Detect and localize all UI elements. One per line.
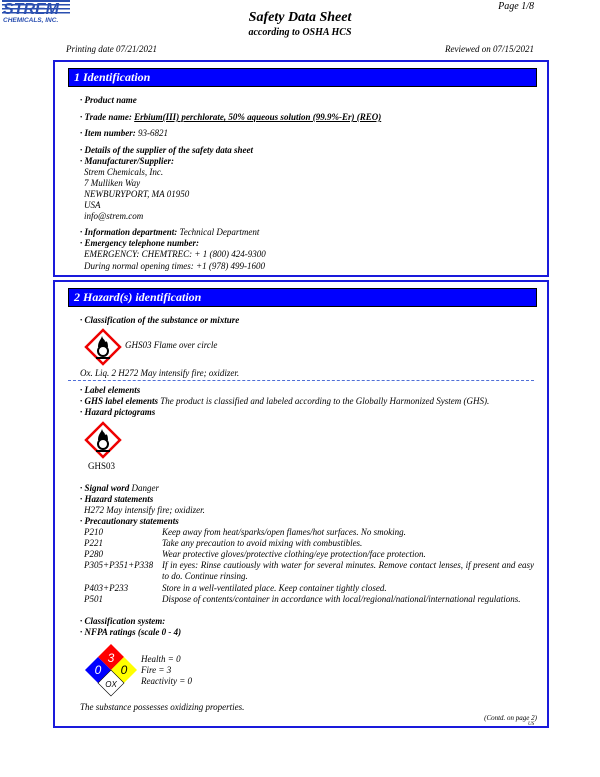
footer-tick: US [528,722,535,727]
section-hazards [53,280,549,728]
item-number-value: 93-6821 [138,128,169,138]
ghs-label-elements-label: · GHS label elements [80,396,158,406]
nfpa-diamond-graphic [83,642,139,698]
address-line: 7 Mulliken Way [84,178,141,188]
classification-system-label: · Classification system: [80,616,166,626]
section-heading: 2 Hazard(s) identification [68,288,537,307]
reviewed-date: Reviewed on 07/15/2021 [445,44,534,54]
trade-name-row [80,112,381,123]
signal-word-label: · Signal word [80,483,130,493]
precaution-code: P305+P351+P338 [84,560,154,570]
hazard-pictograms-label: · Hazard pictograms [80,407,156,417]
address-line: USA [84,200,101,210]
address-line: Strem Chemicals, Inc. [84,167,164,177]
info-dept-label: · Information department: [80,227,178,237]
divider [68,380,534,381]
ghs-label-row [80,396,489,407]
nfpa-health-value: 0 [94,663,102,677]
precaution-text: If in eyes: Rinse cautiously with water for several minutes. Remove contact lenses, if present and easy to do. Continue rinsing. [162,560,534,581]
precaution-code: P501 [84,594,103,604]
precaution-code: P403+P233 [84,583,129,593]
document-subtitle: according to OSHA HCS [248,27,352,38]
ghs03-hazard-pictogram [83,420,123,462]
trade-name-value: Erbium(III) perchlorate, 50% aqueous solution (99.9%-Er) (REO) [134,112,382,122]
emergency-line: During normal opening times: +1 (978) 499-1600 [84,261,266,271]
email-line: info@strem.com [84,211,144,221]
nfpa-fire-value: 3 [107,651,115,665]
emergency-line: EMERGENCY: CHEMTREC: + 1 (800) 424-9300 [84,249,266,259]
ghs03-pictogram [83,327,123,369]
item-number-row [80,128,168,139]
signal-word-row [80,483,159,494]
precaution-text: Keep away from heat/sparks/open flames/hot surfaces. No smoking. [162,527,406,537]
hazard-statements-label: · Hazard statements [80,494,154,504]
section-identification [53,60,549,277]
flame-over-circle-icon [83,420,123,460]
precaution-text: Store in a well-ventilated place. Keep container tightly closed. [162,583,387,593]
precaution-code: P221 [84,538,103,548]
info-dept-row [80,227,259,238]
nfpa-special-value: OX [105,680,117,689]
oxidizing-note: The substance possesses oxidizing properties. [80,702,245,712]
nfpa-label: · NFPA ratings (scale 0 - 4) [80,627,182,637]
ox-liq-classification: Ox. Liq. 2 H272 May intensify fire; oxidizer. [80,368,240,378]
printing-date: Printing date 07/21/2021 [66,44,157,54]
precaution-text: Dispose of contents/container in accordance with local/regional/national/international regulations. [162,594,521,604]
logo-subtext: CHEMICALS, INC. [3,17,59,24]
emergency-label: · Emergency telephone number: [80,238,199,248]
page-number: Page 1/8 [498,1,534,12]
precaution-text: Wear protective gloves/protective clothing/eye protection/face protection. [162,549,426,559]
nfpa-diamond [83,642,139,700]
product-name-label: · Product name [80,95,137,105]
logo-text: STREM [3,1,59,18]
nfpa-health: Health = 0 [141,654,181,664]
document-title: Safety Data Sheet [248,10,352,25]
item-number-label: · Item number: [80,128,136,138]
precaution-text: Take any precaution to avoid mixing with combustibles. [162,538,363,548]
classification-label: · Classification of the substance or mixture [80,315,240,325]
ghs03-caption: GHS03 Flame over circle [125,340,218,350]
manufacturer-label: · Manufacturer/Supplier: [80,156,175,166]
nfpa-reactivity-value: 0 [120,663,128,677]
nfpa-fire: Fire = 3 [141,665,172,675]
precautionary-label: · Precautionary statements [80,516,179,526]
pictogram-code: GHS03 [88,461,116,471]
ghs-label-elements-value: The product is classified and labeled according to the Globally Harmonized System (GHS). [160,396,490,406]
label-elements-label: · Label elements [80,385,141,395]
hazard-statement: H272 May intensify fire; oxidizer. [84,505,205,515]
section-heading: 1 Identification [68,68,537,87]
info-dept-value: Technical Department [179,227,260,237]
signal-word-value: Danger [131,483,160,493]
flame-over-circle-icon [83,327,123,367]
address-line: NEWBURYPORT, MA 01950 [84,189,190,199]
trade-name-label: · Trade name: [80,112,132,122]
details-label: · Details of the supplier of the safety data sheet [80,145,253,155]
nfpa-reactivity: Reactivity = 0 [141,676,193,686]
precaution-code: P280 [84,549,103,559]
precaution-code: P210 [84,527,103,537]
continued-note: (Contd. on page 2) [484,714,537,722]
